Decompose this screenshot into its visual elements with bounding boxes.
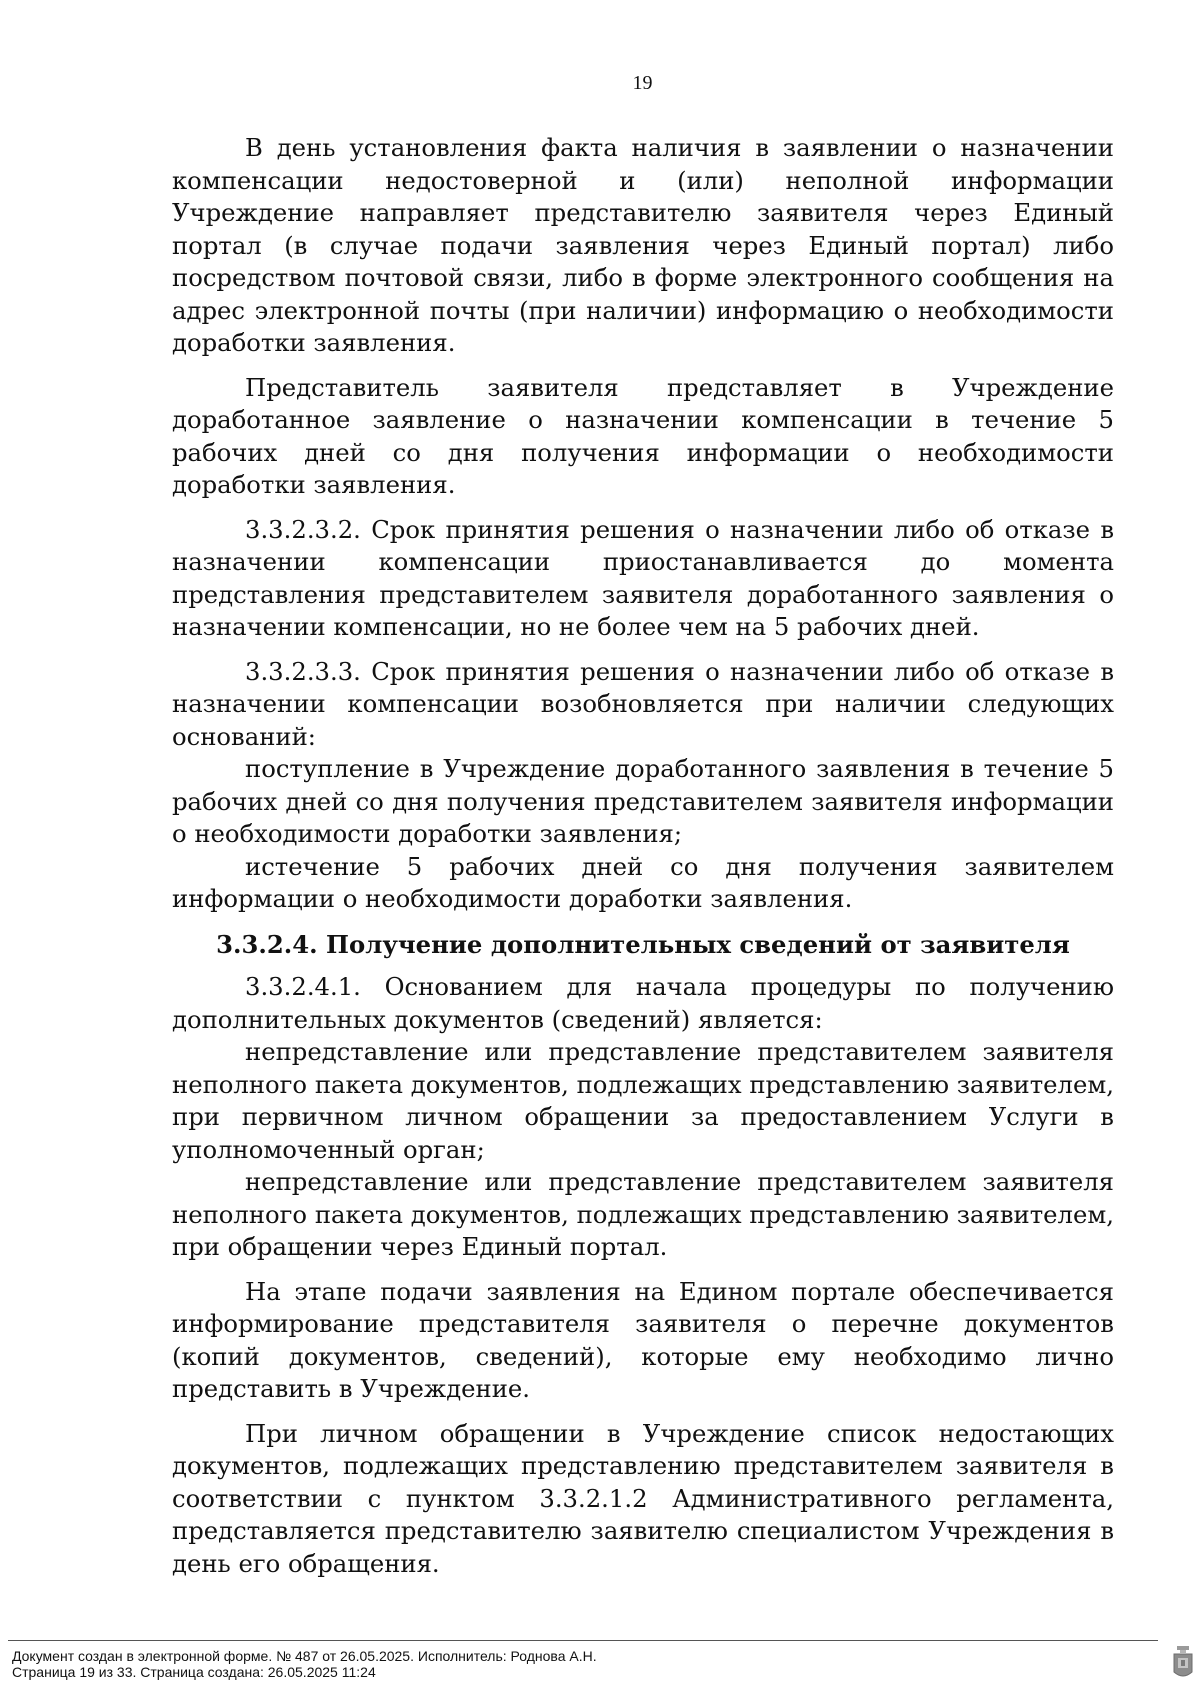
paragraph: Представитель заявителя представляет в Учреждение доработанное заявление о назначении компенсации в течение 5 рабочих дней со дня получения информации о необходимости доработки заявления. bbox=[172, 372, 1114, 499]
footer-line-document-info: Документ создан в электронной форме. № 487 от 26.05.2025. Исполнитель: Роднова А.Н. bbox=[12, 1648, 597, 1664]
document-footer bbox=[0, 1640, 1200, 1698]
paragraph: 3.3.2.4.1. Основанием для начала процедуры по получению дополнительных документов (сведений) является: bbox=[172, 972, 1114, 1034]
footer-divider bbox=[8, 1640, 1158, 1641]
footer-text bbox=[12, 1648, 597, 1680]
paragraph: истечение 5 рабочих дней со дня получения заявителем информации о необходимости доработки заявления. bbox=[172, 851, 1114, 913]
footer-line-page-info: Страница 19 из 33. Страница создана: 26.05.2025 11:24 bbox=[12, 1664, 376, 1680]
paragraph: На этапе подачи заявления на Едином портале обеспечивается информирование представителя заявителя о перечне документов (копий документов, сведений), которые ему необходимо лично представить в Учреждение. bbox=[172, 1276, 1114, 1403]
paragraph: При личном обращении в Учреждение список недостающих документов, подлежащих представлению представителем заявителя в соответствии с пунктом 3.3.2.1.2 Административного регламента, представляется представителю заявителю специалистом Учреждения в день его обращения. bbox=[172, 1418, 1114, 1578]
page-number: 19 bbox=[632, 72, 653, 94]
paragraph: непредставление или представление представителем заявителя неполного пакета документов, подлежащих представлению заявителем, при первичном личном обращении за предоставлением Услуги в уполномоченный орган; bbox=[172, 1037, 1114, 1164]
paragraph: 3.3.2.3.3. Срок принятия решения о назначении либо об отказе в назначении компенсации возобновляется при наличии следующих оснований: bbox=[172, 656, 1114, 751]
paragraph: поступление в Учреждение доработанного заявления в течение 5 рабочих дней со дня получения представителем заявителя информации о необходимости доработки заявления; bbox=[172, 754, 1114, 848]
coat-of-arms-icon bbox=[1172, 1646, 1194, 1682]
paragraph: 3.3.2.3.2. Срок принятия решения о назначении либо об отказе в назначении компенсации приостанавливается до момента представления представителем заявителя доработанного заявления о назначении компенсации, но не более чем на 5 рабочих дней. bbox=[172, 514, 1114, 641]
section-heading: 3.3.2.4. Получение дополнительных сведений от заявителя bbox=[216, 929, 1070, 959]
document-body bbox=[172, 132, 1114, 1580]
paragraph: непредставление или представление представителем заявителя неполного пакета документов, подлежащих представлению заявителем, при обращении через Единый портал. bbox=[172, 1167, 1114, 1261]
paragraph: В день установления факта наличия в заявлении о назначении компенсации недостоверной и (или) неполной информации Учреждение направляет представителю заявителя через Единый портал (в случае подачи заявления через Единый портал) либо посредством почтовой связи, либо в форме электронного сообщения на адрес электронной почты (при наличии) информацию о необходимости доработки заявления. bbox=[172, 133, 1114, 357]
